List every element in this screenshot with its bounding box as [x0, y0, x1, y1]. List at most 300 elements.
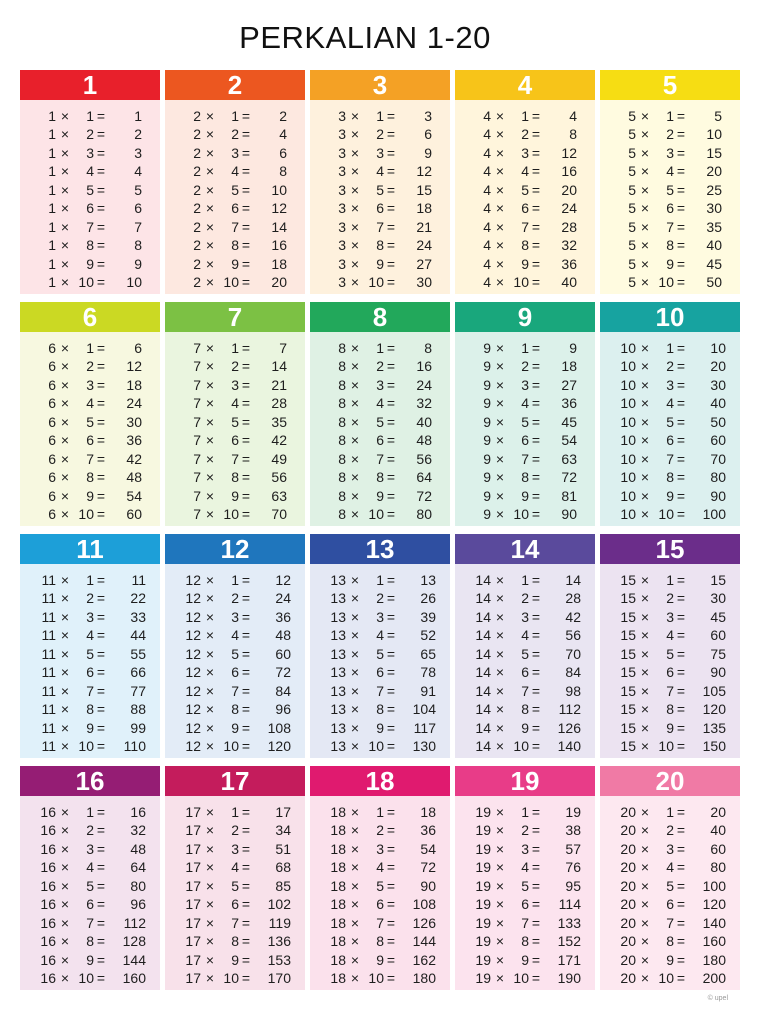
times-sign: ×: [60, 273, 70, 290]
times-sign: ×: [350, 969, 360, 986]
times-sign: ×: [205, 627, 215, 644]
times-sign: ×: [60, 627, 70, 644]
multiplier: 2: [521, 822, 529, 839]
multiplicand: 2: [193, 218, 201, 235]
product: 150: [702, 737, 726, 754]
multiplier: 2: [666, 358, 674, 375]
times-sign: ×: [60, 255, 70, 272]
multiplicand: 8: [338, 358, 346, 375]
multiplicand: 16: [40, 822, 56, 839]
product: 7: [279, 340, 287, 356]
times-sign: ×: [205, 804, 215, 820]
product: 16: [561, 163, 577, 180]
multiplier: 1: [521, 804, 529, 820]
multiplicand: 19: [475, 969, 491, 986]
equation-row: [455, 126, 595, 142]
multiplicand: 7: [193, 358, 201, 375]
equation-row: [600, 506, 740, 522]
multiplier: 3: [231, 840, 239, 857]
equation-row: [310, 683, 450, 699]
equation-row: [455, 822, 595, 838]
table-header: 20: [600, 766, 740, 796]
equals-sign: =: [386, 627, 396, 644]
table-body: [165, 796, 305, 990]
equation-row: [600, 340, 740, 356]
multiplier: 3: [86, 376, 94, 393]
equation-row: [20, 506, 160, 522]
equation-row: [310, 145, 450, 161]
times-sign: ×: [495, 701, 505, 718]
equation-row: [20, 609, 160, 625]
multiplicand: 8: [338, 469, 346, 486]
multiplicand: 3: [338, 144, 346, 161]
multiplier: 4: [376, 627, 384, 644]
times-sign: ×: [640, 933, 650, 950]
equals-sign: =: [241, 822, 251, 839]
equation-row: [310, 933, 450, 949]
page-title: PERKALIAN 1-20: [239, 20, 491, 55]
multiplicand: 15: [620, 664, 636, 681]
multiplier: 8: [231, 933, 239, 950]
multiplier: 8: [86, 701, 94, 718]
multiplier: 8: [376, 469, 384, 486]
times-sign: ×: [495, 376, 505, 393]
product: 64: [416, 469, 432, 486]
times-sign: ×: [640, 108, 650, 124]
times-sign: ×: [495, 181, 505, 198]
equals-sign: =: [241, 804, 251, 820]
multiplier: 9: [376, 487, 384, 504]
equals-sign: =: [241, 951, 251, 968]
times-sign: ×: [495, 914, 505, 931]
multiplicand: 12: [185, 664, 201, 681]
equals-sign: =: [96, 163, 106, 180]
multiplicand: 14: [475, 701, 491, 718]
times-sign: ×: [205, 951, 215, 968]
multiplier: 4: [86, 627, 94, 644]
table-body: [600, 332, 740, 526]
multiplicand: 17: [185, 804, 201, 820]
multiplier: 5: [231, 645, 239, 662]
product: 84: [565, 664, 581, 681]
equals-sign: =: [676, 505, 686, 522]
multiplier: 4: [376, 859, 384, 876]
multiplier: 6: [376, 432, 384, 449]
multiplicand: 4: [483, 273, 491, 290]
multiplier: 2: [86, 126, 94, 143]
equation-row: [20, 274, 160, 290]
product: 42: [126, 450, 142, 467]
equals-sign: =: [241, 719, 251, 736]
equation-row: [600, 738, 740, 754]
equation-row: [165, 804, 305, 820]
equals-sign: =: [96, 487, 106, 504]
table-card-8: [310, 302, 450, 526]
multiplicand: 3: [338, 273, 346, 290]
table-body: [165, 100, 305, 294]
product: 100: [702, 877, 726, 894]
equals-sign: =: [386, 859, 396, 876]
multiplier: 8: [231, 701, 239, 718]
times-sign: ×: [60, 590, 70, 607]
product: 4: [134, 163, 142, 180]
multiplicand: 20: [620, 951, 636, 968]
times-sign: ×: [495, 933, 505, 950]
equation-row: [600, 664, 740, 680]
multiplier: 9: [521, 487, 529, 504]
product: 160: [702, 933, 726, 950]
multiplication-grid: [20, 70, 742, 990]
multiplicand: 11: [41, 664, 56, 681]
equation-row: [20, 340, 160, 356]
equals-sign: =: [676, 108, 686, 124]
equation-row: [165, 627, 305, 643]
multiplier: 5: [376, 413, 384, 430]
equals-sign: =: [676, 664, 686, 681]
multiplier: 9: [521, 255, 529, 272]
times-sign: ×: [60, 719, 70, 736]
times-sign: ×: [205, 413, 215, 430]
multiplier: 8: [666, 237, 674, 254]
times-sign: ×: [640, 822, 650, 839]
equals-sign: =: [96, 376, 106, 393]
equation-row: [165, 200, 305, 216]
multiplier: 5: [521, 645, 529, 662]
equation-row: [600, 163, 740, 179]
multiplier: 10: [513, 273, 529, 290]
product: 4: [279, 126, 287, 143]
times-sign: ×: [640, 126, 650, 143]
product: 110: [123, 737, 146, 754]
product: 52: [420, 627, 436, 644]
multiplicand: 5: [628, 126, 636, 143]
product: 36: [561, 395, 577, 412]
product: 38: [565, 822, 581, 839]
product: 95: [565, 877, 581, 894]
equals-sign: =: [96, 608, 106, 625]
times-sign: ×: [205, 181, 215, 198]
multiplier: 10: [368, 505, 384, 522]
multiplier: 7: [666, 218, 674, 235]
product: 48: [130, 840, 146, 857]
multiplicand: 3: [338, 200, 346, 217]
product: 4: [569, 108, 577, 124]
times-sign: ×: [640, 840, 650, 857]
multiplicand: 9: [483, 469, 491, 486]
multiplicand: 15: [620, 572, 636, 588]
equals-sign: =: [386, 273, 396, 290]
equation-row: [165, 590, 305, 606]
multiplier: 1: [231, 340, 239, 356]
multiplicand: 10: [620, 469, 636, 486]
multiplicand: 15: [620, 682, 636, 699]
times-sign: ×: [350, 840, 360, 857]
product: 104: [412, 701, 436, 718]
times-sign: ×: [60, 200, 70, 217]
equation-row: [455, 340, 595, 356]
product: 36: [275, 608, 291, 625]
equation-row: [455, 274, 595, 290]
multiplicand: 5: [628, 237, 636, 254]
equals-sign: =: [531, 840, 541, 857]
product: 45: [710, 608, 726, 625]
multiplier: 7: [521, 914, 529, 931]
equation-row: [20, 488, 160, 504]
equation-row: [165, 915, 305, 931]
product: 75: [710, 645, 726, 662]
multiplier: 8: [666, 701, 674, 718]
equation-row: [20, 933, 160, 949]
product: 136: [267, 933, 291, 950]
equation-row: [310, 506, 450, 522]
multiplicand: 4: [483, 144, 491, 161]
product: 160: [122, 969, 146, 986]
times-sign: ×: [60, 951, 70, 968]
multiplicand: 1: [48, 273, 56, 290]
times-sign: ×: [640, 395, 650, 412]
equals-sign: =: [531, 126, 541, 143]
equation-row: [20, 738, 160, 754]
multiplicand: 20: [620, 896, 636, 913]
product: 2: [279, 108, 287, 124]
product: 45: [706, 255, 722, 272]
multiplicand: 2: [193, 255, 201, 272]
product: 8: [424, 340, 432, 356]
product: 42: [565, 608, 581, 625]
multiplier: 7: [231, 914, 239, 931]
multiplier: 6: [521, 432, 529, 449]
equation-row: [310, 469, 450, 485]
multiplier: 6: [86, 664, 94, 681]
equals-sign: =: [96, 237, 106, 254]
equals-sign: =: [676, 358, 686, 375]
multiplier: 9: [666, 487, 674, 504]
product: 56: [416, 450, 432, 467]
times-sign: ×: [640, 469, 650, 486]
equals-sign: =: [531, 719, 541, 736]
times-sign: ×: [60, 376, 70, 393]
table-header: 9: [455, 302, 595, 332]
multiplicand: 9: [483, 505, 491, 522]
multiplicand: 15: [620, 701, 636, 718]
equals-sign: =: [241, 840, 251, 857]
equation-row: [600, 933, 740, 949]
times-sign: ×: [350, 590, 360, 607]
multiplier: 1: [231, 108, 239, 124]
equals-sign: =: [96, 682, 106, 699]
multiplier: 2: [666, 126, 674, 143]
product: 27: [416, 255, 432, 272]
equals-sign: =: [96, 144, 106, 161]
multiplicand: 13: [330, 572, 346, 588]
equals-sign: =: [676, 273, 686, 290]
product: 55: [130, 645, 146, 662]
multiplier: 5: [376, 645, 384, 662]
equals-sign: =: [96, 645, 106, 662]
table-header: 14: [455, 534, 595, 564]
multiplier: 8: [376, 701, 384, 718]
multiplier: 10: [223, 273, 239, 290]
equals-sign: =: [531, 163, 541, 180]
product: 40: [710, 395, 726, 412]
times-sign: ×: [640, 413, 650, 430]
multiplier: 7: [376, 682, 384, 699]
equals-sign: =: [386, 432, 396, 449]
equals-sign: =: [386, 108, 396, 124]
equation-row: [600, 572, 740, 588]
times-sign: ×: [60, 340, 70, 356]
multiplicand: 2: [193, 181, 201, 198]
equals-sign: =: [96, 450, 106, 467]
equation-row: [310, 237, 450, 253]
equation-row: [20, 126, 160, 142]
times-sign: ×: [350, 450, 360, 467]
multiplicand: 19: [475, 877, 491, 894]
equation-row: [165, 451, 305, 467]
multiplicand: 5: [628, 255, 636, 272]
table-card-3: [310, 70, 450, 294]
table-card-5: [600, 70, 740, 294]
equation-row: [455, 952, 595, 968]
multiplier: 2: [86, 358, 94, 375]
equation-row: [20, 683, 160, 699]
product: 30: [710, 376, 726, 393]
equation-row: [310, 627, 450, 643]
equation-row: [165, 970, 305, 986]
times-sign: ×: [205, 487, 215, 504]
multiplicand: 11: [41, 737, 56, 754]
equation-row: [310, 822, 450, 838]
multiplicand: 14: [475, 737, 491, 754]
equals-sign: =: [676, 255, 686, 272]
multiplicand: 19: [475, 951, 491, 968]
times-sign: ×: [350, 218, 360, 235]
table-body: [310, 796, 450, 990]
product: 64: [130, 859, 146, 876]
equals-sign: =: [676, 395, 686, 412]
multiplicand: 15: [620, 719, 636, 736]
equation-row: [310, 664, 450, 680]
equation-row: [165, 609, 305, 625]
equals-sign: =: [676, 859, 686, 876]
multiplicand: 6: [48, 358, 56, 375]
multiplier: 1: [521, 108, 529, 124]
product: 8: [134, 237, 142, 254]
product: 30: [710, 590, 726, 607]
product: 72: [416, 487, 432, 504]
equation-row: [165, 358, 305, 374]
equation-row: [20, 701, 160, 717]
times-sign: ×: [640, 163, 650, 180]
times-sign: ×: [205, 877, 215, 894]
times-sign: ×: [640, 682, 650, 699]
multiplier: 6: [86, 896, 94, 913]
multiplicand: 20: [620, 859, 636, 876]
multiplicand: 13: [330, 627, 346, 644]
times-sign: ×: [205, 664, 215, 681]
times-sign: ×: [495, 951, 505, 968]
multiplicand: 10: [620, 487, 636, 504]
equation-row: [455, 145, 595, 161]
equation-row: [20, 646, 160, 662]
equation-row: [20, 182, 160, 198]
times-sign: ×: [60, 505, 70, 522]
multiplier: 9: [666, 255, 674, 272]
product: 72: [561, 469, 577, 486]
equation-row: [310, 896, 450, 912]
multiplicand: 12: [185, 701, 201, 718]
multiplier: 10: [78, 505, 94, 522]
product: 190: [557, 969, 581, 986]
equals-sign: =: [676, 413, 686, 430]
equation-row: [310, 646, 450, 662]
equation-row: [600, 469, 740, 485]
multiplicand: 3: [338, 181, 346, 198]
product: 44: [130, 627, 146, 644]
product: 14: [565, 572, 581, 588]
product: 34: [275, 822, 291, 839]
equation-row: [20, 841, 160, 857]
multiplicand: 8: [338, 505, 346, 522]
equation-row: [310, 414, 450, 430]
product: 170: [267, 969, 291, 986]
product: 36: [126, 432, 142, 449]
equals-sign: =: [96, 108, 106, 124]
multiplicand: 14: [475, 572, 491, 588]
equals-sign: =: [676, 572, 686, 588]
multiplier: 2: [376, 358, 384, 375]
multiplier: 7: [666, 914, 674, 931]
product: 10: [271, 181, 287, 198]
multiplier: 5: [666, 645, 674, 662]
equation-row: [20, 432, 160, 448]
product: 144: [412, 933, 436, 950]
table-body: [310, 100, 450, 294]
table-header: 1: [20, 70, 160, 100]
multiplicand: 5: [628, 144, 636, 161]
multiplier: 4: [666, 859, 674, 876]
multiplier: 8: [521, 701, 529, 718]
equation-row: [20, 469, 160, 485]
times-sign: ×: [205, 840, 215, 857]
table-body: [455, 332, 595, 526]
equals-sign: =: [386, 840, 396, 857]
equals-sign: =: [241, 237, 251, 254]
multiplicand: 10: [620, 376, 636, 393]
times-sign: ×: [60, 840, 70, 857]
multiplicand: 6: [48, 432, 56, 449]
times-sign: ×: [640, 664, 650, 681]
multiplicand: 1: [48, 163, 56, 180]
equals-sign: =: [676, 469, 686, 486]
multiplicand: 20: [620, 804, 636, 820]
times-sign: ×: [60, 737, 70, 754]
multiplicand: 17: [185, 859, 201, 876]
times-sign: ×: [60, 572, 70, 588]
multiplier: 5: [231, 877, 239, 894]
product: 76: [565, 859, 581, 876]
product: 12: [561, 144, 577, 161]
equation-row: [600, 108, 740, 124]
equals-sign: =: [531, 450, 541, 467]
product: 99: [130, 719, 146, 736]
times-sign: ×: [350, 126, 360, 143]
multiplier: 6: [231, 432, 239, 449]
multiplicand: 14: [475, 608, 491, 625]
multiplier: 6: [376, 664, 384, 681]
equation-row: [165, 506, 305, 522]
multiplier: 1: [376, 572, 384, 588]
